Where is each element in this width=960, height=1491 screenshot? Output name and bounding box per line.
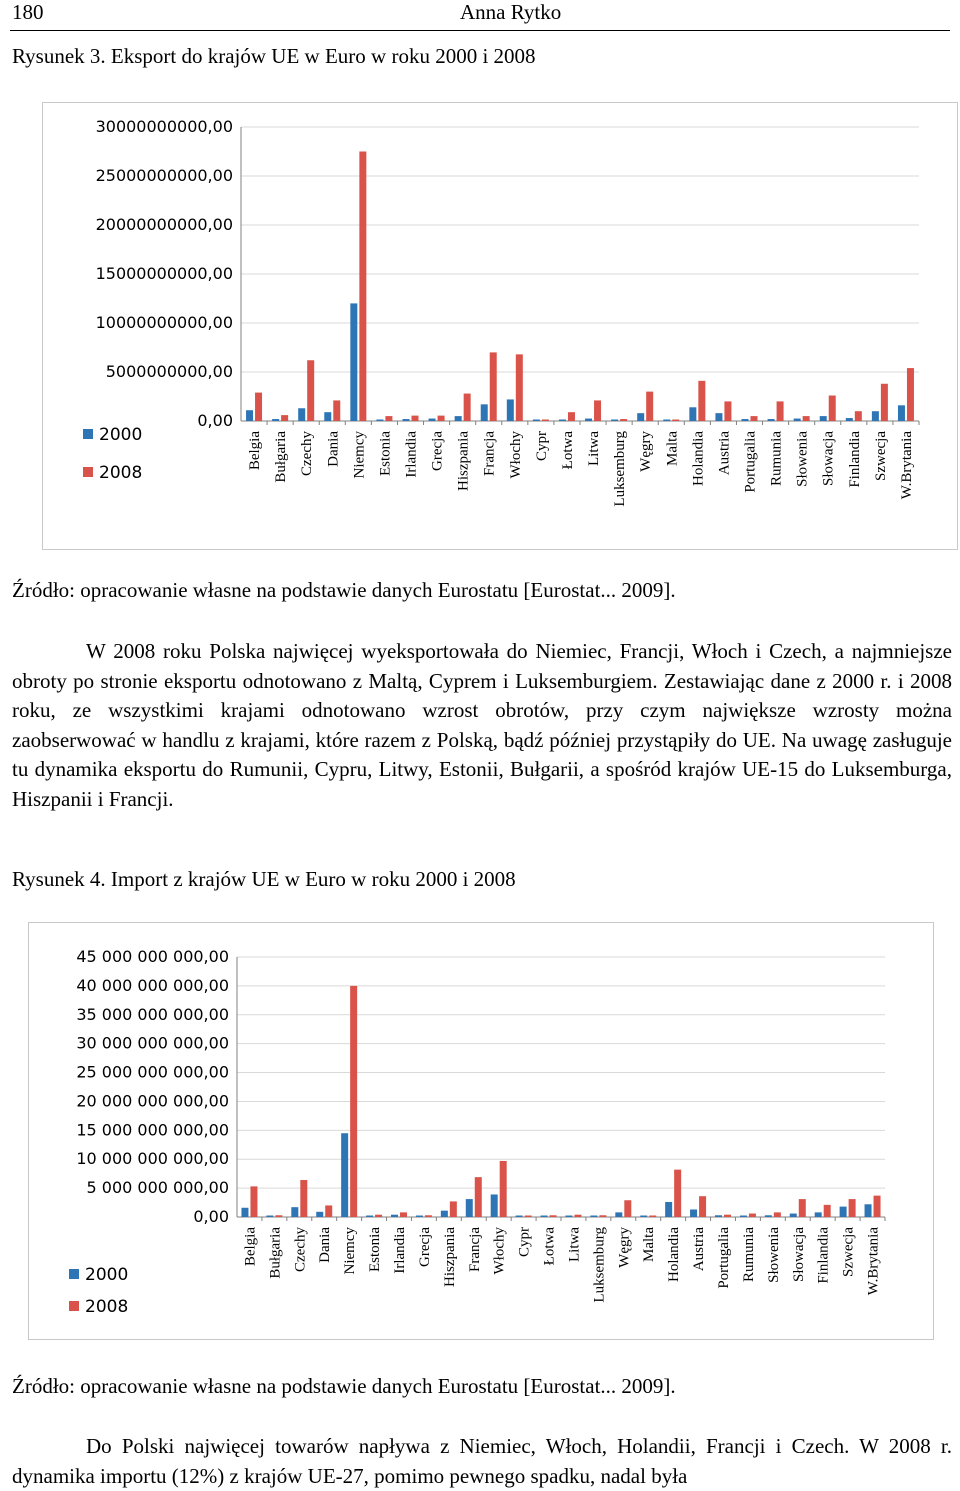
y-tick-label: 30 000 000 000,00	[76, 1033, 229, 1053]
bar-2000-Luksemburg	[611, 420, 618, 422]
bar-2008-Francja	[490, 352, 497, 421]
page-number: 180	[12, 0, 44, 24]
bar-2000-Portugalia	[742, 419, 749, 421]
bar-2008-W.Brytania	[874, 1196, 881, 1217]
y-tick-label: 20 000 000 000,00	[76, 1091, 229, 1111]
x-tick-label: Estonia	[367, 1227, 384, 1272]
paragraph-export	[12, 637, 952, 815]
bar-2000-Malta	[663, 420, 670, 422]
bar-2008-Niemcy	[359, 152, 366, 422]
paragraph-import	[12, 1432, 952, 1491]
bar-2000-Grecja	[429, 419, 436, 421]
bar-2008-Estonia	[375, 1215, 382, 1217]
y-tick-label: 40 000 000 000,00	[76, 975, 229, 995]
bar-2008-Niemcy	[350, 986, 357, 1217]
bar-2000-Czechy	[298, 408, 305, 421]
import-bar-chart	[29, 923, 933, 1339]
legend-swatch-2000	[83, 429, 93, 439]
bar-2008-Belgia	[250, 1186, 257, 1217]
y-tick-label: 5000000000,00	[105, 362, 233, 381]
y-tick-label: 5 000 000 000,00	[86, 1178, 229, 1198]
bar-2000-Francja	[466, 1199, 473, 1217]
x-tick-label: Słowenia	[765, 1227, 782, 1283]
y-tick-label: 10000000000,00	[95, 313, 233, 332]
x-tick-label: Austria	[691, 1227, 708, 1272]
paragraph-import-text: Do Polski najwięcej towarów napływa z Niemiec, Włoch, Holandii, Francji i Czech. W 2008 r. dynamika importu (12%) z krajów UE-27, pomimo pewnego spadku, nadal była	[12, 1434, 952, 1488]
bar-2008-Malta	[672, 420, 679, 422]
bar-2000-Rumunia	[740, 1216, 747, 1218]
bar-2000-Bułgaria	[272, 419, 279, 421]
bar-2000-Bułgaria	[266, 1216, 273, 1218]
bar-2008-Grecja	[438, 416, 445, 421]
bar-2008-Dania	[333, 400, 340, 421]
bar-2008-Austria	[724, 401, 731, 421]
bar-2008-Słowacja	[799, 1199, 806, 1217]
bar-2008-W.Brytania	[907, 368, 914, 421]
bar-2008-Włochy	[500, 1161, 507, 1217]
bar-2000-Słowenia	[765, 1215, 772, 1217]
x-tick-label: Luksemburg	[612, 431, 629, 507]
y-tick-label: 45 000 000 000,00	[76, 947, 229, 966]
y-tick-label: 25000000000,00	[95, 166, 233, 185]
bar-2000-Finlandia	[815, 1212, 822, 1217]
bar-2008-Finlandia	[855, 411, 862, 421]
legend-swatch-2000	[69, 1269, 79, 1279]
bar-2008-Luksemburg	[620, 419, 627, 421]
bar-2000-Czechy	[291, 1207, 298, 1217]
x-tick-label: Niemcy	[342, 1227, 359, 1275]
bar-2008-Łotwa	[550, 1215, 557, 1217]
bar-2000-Łotwa	[541, 1216, 548, 1218]
bar-2008-Belgia	[255, 393, 262, 421]
bar-2008-Finlandia	[824, 1205, 831, 1217]
figure-3-source: Źródło: opracowanie własne na podstawie danych Eurostatu [Eurostat... 2009].	[12, 578, 676, 602]
bar-2008-Cypr	[542, 420, 549, 422]
bar-2008-Austria	[699, 1196, 706, 1217]
x-tick-label: Bułgaria	[267, 1227, 284, 1279]
bar-2000-Cypr	[516, 1216, 523, 1218]
x-tick-label: Grecja	[429, 431, 446, 471]
bar-2000-Włochy	[491, 1194, 498, 1217]
figure-4-source: Źródło: opracowanie własne na podstawie danych Eurostatu [Eurostat... 2009].	[12, 1374, 676, 1398]
bar-2008-Holandia	[674, 1170, 681, 1217]
x-tick-label: Litwa	[586, 431, 603, 466]
bar-2000-Słowacja	[820, 416, 827, 421]
x-tick-label: Słowenia	[794, 431, 811, 487]
figure-3-caption: Rysunek 3. Eksport do krajów UE w Euro w roku 2000 i 2008	[12, 44, 536, 68]
x-tick-label: Estonia	[377, 431, 394, 476]
bar-2008-Hiszpania	[464, 394, 471, 421]
bar-2008-Estonia	[385, 416, 392, 421]
x-tick-label: W.Brytania	[898, 431, 915, 500]
bar-2000-Finlandia	[846, 418, 853, 421]
x-tick-label: Węgry	[638, 431, 655, 472]
bar-2008-Dania	[325, 1205, 332, 1217]
x-tick-label: Włochy	[491, 1227, 508, 1275]
x-tick-label: Czechy	[299, 431, 316, 476]
bar-2000-Francja	[481, 404, 488, 421]
bar-2000-Luksemburg	[590, 1216, 597, 1218]
bar-2000-Hiszpania	[441, 1211, 448, 1217]
bar-2008-Czechy	[300, 1180, 307, 1217]
x-tick-label: Luksemburg	[591, 1227, 608, 1303]
bar-2000-Słowenia	[794, 419, 801, 421]
x-tick-label: Cypr	[533, 431, 550, 461]
bar-2000-Malta	[640, 1216, 647, 1218]
x-tick-label: Hiszpania	[441, 1227, 458, 1287]
y-tick-label: 15 000 000 000,00	[76, 1120, 229, 1140]
bar-2008-Węgry	[646, 392, 653, 421]
bar-2008-Słowacja	[829, 396, 836, 421]
x-tick-label: Holandia	[690, 431, 707, 486]
bar-2000-Dania	[324, 412, 331, 421]
bar-2000-Niemcy	[341, 1133, 348, 1217]
y-tick-label: 10 000 000 000,00	[76, 1149, 229, 1169]
bar-2000-W.Brytania	[865, 1204, 872, 1217]
x-tick-label: Czechy	[292, 1227, 309, 1272]
x-tick-label: Malta	[664, 431, 681, 466]
x-tick-label: Dania	[317, 1227, 334, 1263]
x-tick-label: Szwecja	[840, 1227, 857, 1277]
bar-2000-Węgry	[637, 413, 644, 421]
bar-2008-Cypr	[525, 1216, 532, 1218]
bar-2000-Austria	[690, 1209, 697, 1217]
bar-2000-Austria	[715, 413, 722, 421]
y-tick-label: 30000000000,00	[95, 117, 233, 136]
x-tick-label: Grecja	[416, 1227, 433, 1267]
figure-4-chart	[28, 922, 934, 1340]
bar-2008-Portugalia	[724, 1215, 731, 1217]
figure-4-caption: Rysunek 4. Import z krajów UE w Euro w roku 2000 i 2008	[12, 867, 516, 891]
x-tick-label: Szwecja	[872, 431, 889, 481]
bar-2008-Rumunia	[777, 401, 784, 421]
bar-2000-Belgia	[246, 410, 253, 421]
x-tick-label: Irlandia	[403, 431, 420, 478]
bar-2000-Estonia	[376, 420, 383, 422]
y-tick-label: 25 000 000 000,00	[76, 1062, 229, 1082]
bar-2008-Irlandia	[412, 416, 419, 421]
x-tick-label: Słowacja	[820, 431, 837, 486]
bar-2000-Estonia	[366, 1216, 373, 1218]
bar-2008-Węgry	[624, 1200, 631, 1217]
bar-2000-Dania	[316, 1212, 323, 1217]
bar-2000-Cypr	[533, 420, 540, 422]
bar-2000-W.Brytania	[898, 405, 905, 421]
bar-2000-Szwecja	[840, 1207, 847, 1217]
bar-2000-Niemcy	[350, 303, 357, 421]
bar-2008-Malta	[649, 1216, 656, 1218]
bar-2008-Łotwa	[568, 412, 575, 421]
x-tick-label: Rumunia	[768, 431, 785, 486]
x-tick-label: Bułgaria	[273, 431, 290, 483]
paragraph-export-text: W 2008 roku Polska najwięcej wyeksportowała do Niemiec, Francji, Włoch i Czech, a najmniejsze obroty po stronie eksportu odnotowano z Maltą, Cyprem i Luksemburgiem. Zestawiając dane z 2000 r. i 2008 roku, ze wszystkimi krajami odnotowano wzrost obrotów, przy czym największe wzrosty można zaobserwować w handlu z krajami, które razem z Polską, bądź później przystąpiły do UE. Na uwagę zasługuje tu dynamika eksportu do Rumunii, Cypru, Litwy, Estonii, Bułgarii, a spośród krajów UE-15 do Luksemburga, Hiszpanii i Francji.	[12, 639, 952, 811]
y-tick-label: 35 000 000 000,00	[76, 1004, 229, 1024]
x-tick-label: Dania	[325, 431, 342, 467]
bar-2008-Holandia	[698, 381, 705, 421]
bar-2008-Luksemburg	[599, 1215, 606, 1217]
bar-2008-Słowenia	[774, 1212, 781, 1217]
bar-2008-Litwa	[574, 1215, 581, 1217]
y-tick-label: 20000000000,00	[95, 215, 233, 234]
x-tick-label: Francja	[481, 431, 498, 476]
x-tick-label: Hiszpania	[455, 431, 472, 491]
header-rule	[10, 30, 950, 31]
x-tick-label: Malta	[641, 1227, 658, 1262]
y-tick-label: 0,00	[193, 1207, 229, 1226]
bar-2000-Grecja	[416, 1216, 423, 1218]
bar-2008-Szwecja	[849, 1199, 856, 1217]
x-tick-label: Rumunia	[740, 1227, 757, 1282]
bar-2008-Słowenia	[803, 416, 810, 421]
bar-2000-Holandia	[665, 1202, 672, 1217]
legend-label-2000: 2000	[85, 1265, 129, 1285]
x-tick-label: W.Brytania	[865, 1227, 882, 1296]
bar-2008-Francja	[475, 1177, 482, 1217]
x-tick-label: Litwa	[566, 1227, 583, 1262]
figure-3-chart	[42, 102, 958, 550]
bar-2000-Hiszpania	[455, 416, 462, 421]
x-tick-label: Łotwa	[559, 431, 576, 470]
bar-2008-Portugalia	[751, 416, 758, 421]
export-bar-chart	[43, 103, 957, 549]
x-tick-label: Finlandia	[815, 1227, 832, 1284]
x-tick-label: Łotwa	[541, 1227, 558, 1266]
legend-label-2008: 2008	[99, 463, 143, 483]
y-tick-label: 0,00	[197, 411, 233, 430]
x-tick-label: Włochy	[507, 431, 524, 479]
bar-2000-Włochy	[507, 399, 514, 421]
bar-2000-Belgia	[241, 1208, 248, 1217]
x-tick-label: Portugalia	[716, 1227, 732, 1289]
bar-2000-Irlandia	[391, 1215, 398, 1217]
bar-2000-Rumunia	[768, 419, 775, 421]
bar-2000-Portugalia	[715, 1215, 722, 1217]
bar-2008-Hiszpania	[450, 1201, 457, 1217]
x-tick-label: Holandia	[666, 1227, 683, 1282]
bar-2008-Irlandia	[400, 1212, 407, 1217]
bar-2008-Bułgaria	[281, 415, 288, 421]
bar-2008-Szwecja	[881, 384, 888, 421]
running-header-author: Anna Rytko	[460, 0, 562, 24]
y-tick-label: 15000000000,00	[95, 264, 233, 283]
bar-2008-Włochy	[516, 354, 523, 421]
x-tick-label: Belgia	[242, 1227, 259, 1267]
bar-2000-Irlandia	[403, 419, 410, 421]
legend-label-2008: 2008	[85, 1297, 129, 1317]
bar-2008-Czechy	[307, 360, 314, 421]
bar-2008-Litwa	[594, 400, 601, 421]
bar-2000-Holandia	[689, 407, 696, 421]
legend-label-2000: 2000	[99, 425, 143, 445]
x-tick-label: Francja	[466, 1227, 483, 1272]
x-tick-label: Słowacja	[790, 1227, 807, 1282]
bar-2000-Łotwa	[559, 420, 566, 422]
x-tick-label: Irlandia	[392, 1227, 408, 1274]
x-tick-label: Niemcy	[351, 431, 368, 479]
bar-2008-Grecja	[425, 1215, 432, 1217]
x-tick-label: Portugalia	[742, 431, 759, 493]
bar-2000-Szwecja	[872, 411, 879, 421]
x-tick-label: Finlandia	[846, 431, 863, 488]
legend-swatch-2008	[69, 1301, 79, 1311]
bar-2008-Bułgaria	[275, 1215, 282, 1217]
x-tick-label: Belgia	[247, 431, 264, 471]
x-tick-label: Austria	[716, 431, 733, 476]
legend-swatch-2008	[83, 467, 93, 477]
x-tick-label: Węgry	[616, 1227, 633, 1268]
bar-2000-Litwa	[565, 1216, 572, 1218]
bar-2000-Słowacja	[790, 1214, 797, 1217]
bar-2000-Litwa	[585, 419, 592, 421]
x-tick-label: Cypr	[516, 1227, 533, 1257]
bar-2000-Węgry	[615, 1212, 622, 1217]
bar-2008-Rumunia	[749, 1214, 756, 1217]
